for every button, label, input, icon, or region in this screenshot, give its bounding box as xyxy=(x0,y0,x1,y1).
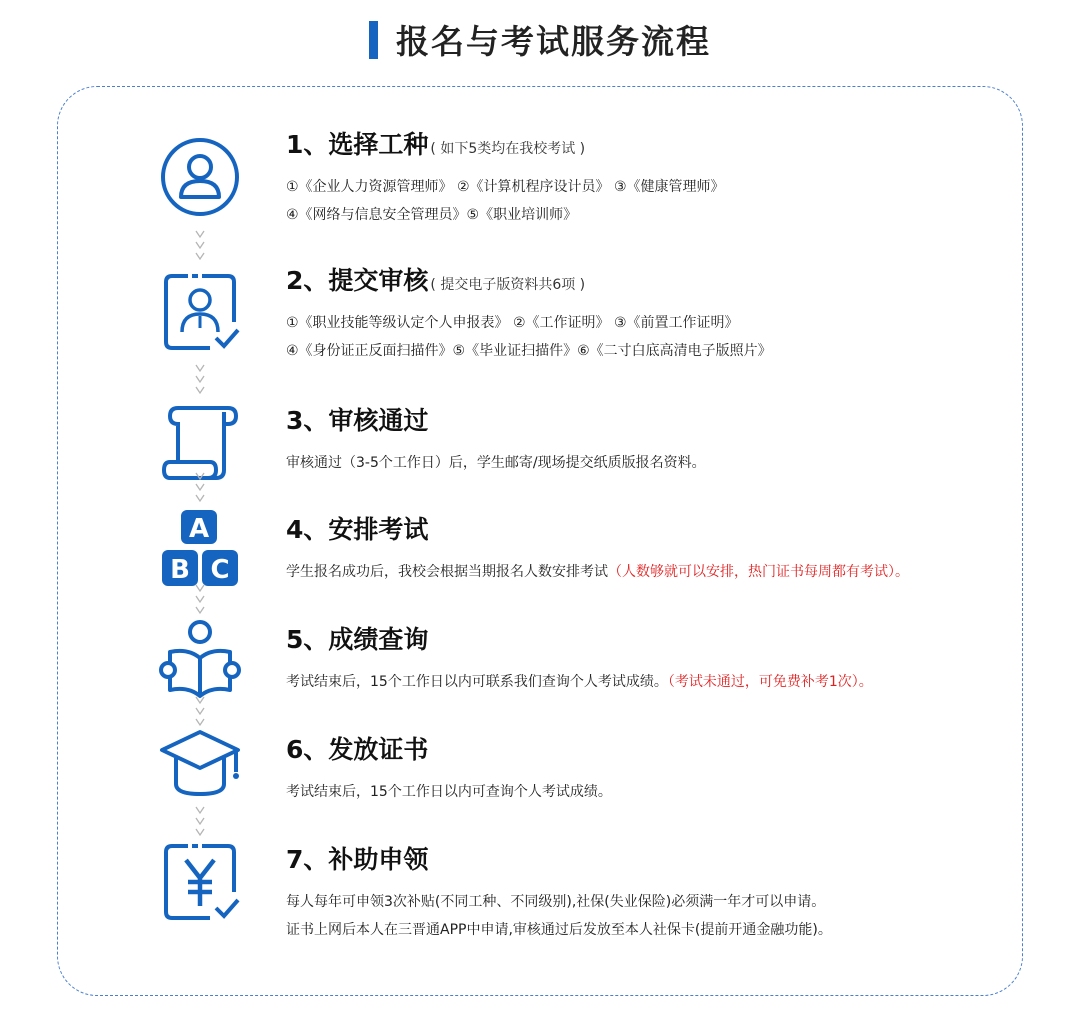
svg-text:C: C xyxy=(210,555,230,585)
step-line: ①《职业技能等级认定个人申报表》 ②《工作证明》 ③《前置工作证明》 xyxy=(286,315,739,331)
step-title: 1、选择工种 ( 如下5类均在我校考试 ) xyxy=(286,130,586,159)
step-line-main: 考试结束后，15个工作日以内可联系我们查询个人考试成绩。 xyxy=(286,674,668,690)
down-arrows-icon xyxy=(192,228,208,264)
person-circle-icon xyxy=(158,135,242,219)
step-line: ④《身份证正反面扫描件》⑤《毕业证扫描件》⑥《二寸白底高清电子版照片》 xyxy=(286,343,772,359)
step-line: 考试结束后，15个工作日以内可查询个人考试成绩。 xyxy=(286,784,612,800)
step-line-highlight: （考试未通过，可免费补考1次）。 xyxy=(667,674,873,690)
down-arrows-icon xyxy=(192,470,208,506)
id-badge-check-icon xyxy=(158,270,242,354)
step-title: 4、安排考试 xyxy=(286,515,429,544)
page-header xyxy=(0,16,1080,63)
step-title: 7、补助申领 xyxy=(286,845,429,874)
title-accent-bar xyxy=(369,21,378,59)
step-line xyxy=(286,671,873,691)
down-arrows-icon xyxy=(192,362,208,398)
step-note: ( 提交电子版资料共6项 ) xyxy=(430,277,586,293)
yuan-check-icon xyxy=(158,840,242,924)
step-title: 6、发放证书 xyxy=(286,735,429,764)
step-line: ①《企业人力资源管理师》 ②《计算机程序设计员》 ③《健康管理师》 xyxy=(286,179,725,195)
down-arrows-icon xyxy=(192,582,208,618)
step-title: 2、提交审核 ( 提交电子版资料共6项 ) xyxy=(286,266,586,295)
step-title: 5、成绩查询 xyxy=(286,625,429,654)
graduation-cap-icon xyxy=(158,722,242,806)
page-title: 报名与考试服务流程 xyxy=(396,22,711,61)
step-line: 审核通过（3-5个工作日）后，学生邮寄/现场提交纸质版报名资料。 xyxy=(286,455,706,471)
step-line xyxy=(286,561,909,581)
step-line: ④《网络与信息安全管理员》⑤《职业培训师》 xyxy=(286,207,578,223)
svg-text:B: B xyxy=(170,555,190,585)
step-line-highlight: （人数够就可以安排，热门证书每周都有考试）。 xyxy=(608,564,909,580)
svg-text:A: A xyxy=(188,514,210,544)
down-arrows-icon xyxy=(192,804,208,840)
abc-blocks-icon xyxy=(158,506,242,590)
step-note: ( 如下5类均在我校考试 ) xyxy=(430,141,586,157)
step-line: 证书上网后本人在三晋通APP中申请,审核通过后发放至本人社保卡(提前开通金融功能)。 xyxy=(286,922,832,938)
step-title: 3、审核通过 xyxy=(286,406,429,435)
reading-person-icon xyxy=(158,618,242,702)
step-line: 每人每年可申领3次补贴(不同工种、不同级别),社保(失业保险)必须满一年才可以申请。 xyxy=(286,894,826,910)
step-line-main: 学生报名成功后，我校会根据当期报名人数安排考试 xyxy=(286,564,608,580)
